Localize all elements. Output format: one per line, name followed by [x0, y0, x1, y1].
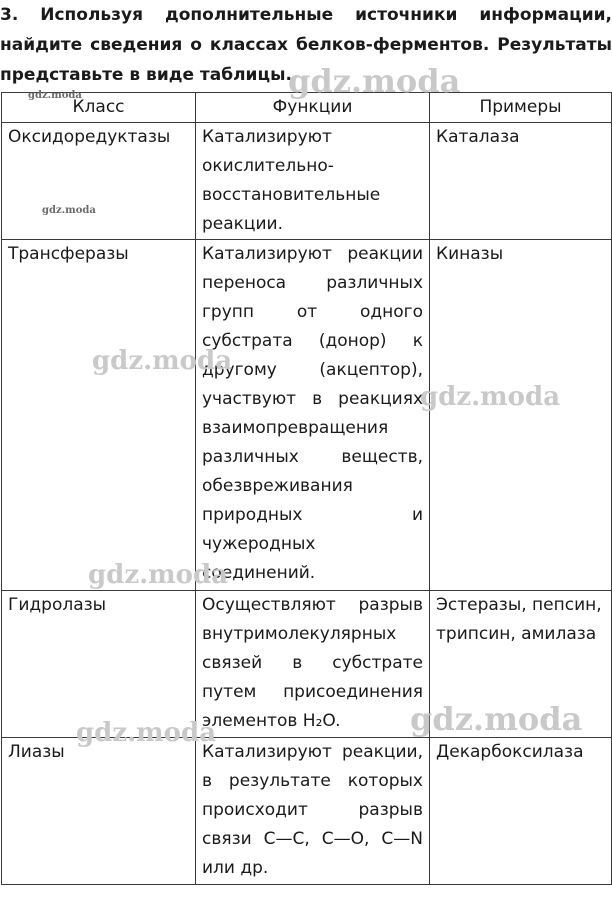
watermark: gdz.moda: [420, 382, 561, 412]
enzyme-classes-table: [1, 92, 612, 885]
task-line-2: найдите сведения о классах белков-ферментов. Результаты: [0, 35, 612, 55]
watermark: gdz.moda: [88, 560, 229, 590]
table-row: [2, 123, 612, 240]
task-line-3: представьте в виде таблицы.: [0, 65, 292, 85]
functions-cell: Катализируют реакции переноса различных групп от одного субстрата (донор) к другому (акцептор), участвуют в реакциях взаимопревращения различных веществ, обезвреживания природных и чужеродных соединений.: [196, 240, 430, 591]
table-header-row: [2, 93, 612, 123]
class-cell: Трансферазы: [2, 240, 196, 591]
watermark: gdz.moda: [410, 700, 583, 738]
task-statement: [0, 0, 612, 90]
header-examples: Примеры: [430, 93, 612, 123]
table-row: [2, 738, 612, 885]
class-cell: Оксидоредуктазы: [2, 123, 196, 240]
examples-cell: Эстеразы, пепсин, трипсин, амилаза: [430, 591, 612, 738]
task-line-1: 3. Используя дополнительные источники информации,: [0, 5, 612, 25]
class-cell: Лиазы: [2, 738, 196, 885]
functions-cell: Осуществляют разрыв внутримолекулярных связей в субстрате путем присоединения элементов H₂O.: [196, 591, 430, 738]
watermark: gdz.moda: [288, 62, 461, 100]
functions-cell: Катализируют реакции, в результате которых происходит разрыв связи С—С, С—О, С—N или др.: [196, 738, 430, 885]
watermark-small: gdz.moda: [28, 90, 82, 101]
header-functions: Функции: [196, 93, 430, 123]
watermark: gdz.moda: [92, 346, 233, 376]
watermark: gdz.moda: [76, 718, 217, 748]
table-row: [2, 240, 612, 591]
class-cell: Гидролазы: [2, 591, 196, 738]
header-class: Класс: [2, 93, 196, 123]
examples-cell: Декарбоксилаза: [430, 738, 612, 885]
functions-cell: Катализируют окислительно-восстановительные реакции.: [196, 123, 430, 240]
examples-cell: Киназы: [430, 240, 612, 591]
watermark-small: gdz.moda: [42, 205, 96, 216]
table-row: [2, 591, 612, 738]
examples-cell: Каталаза: [430, 123, 612, 240]
